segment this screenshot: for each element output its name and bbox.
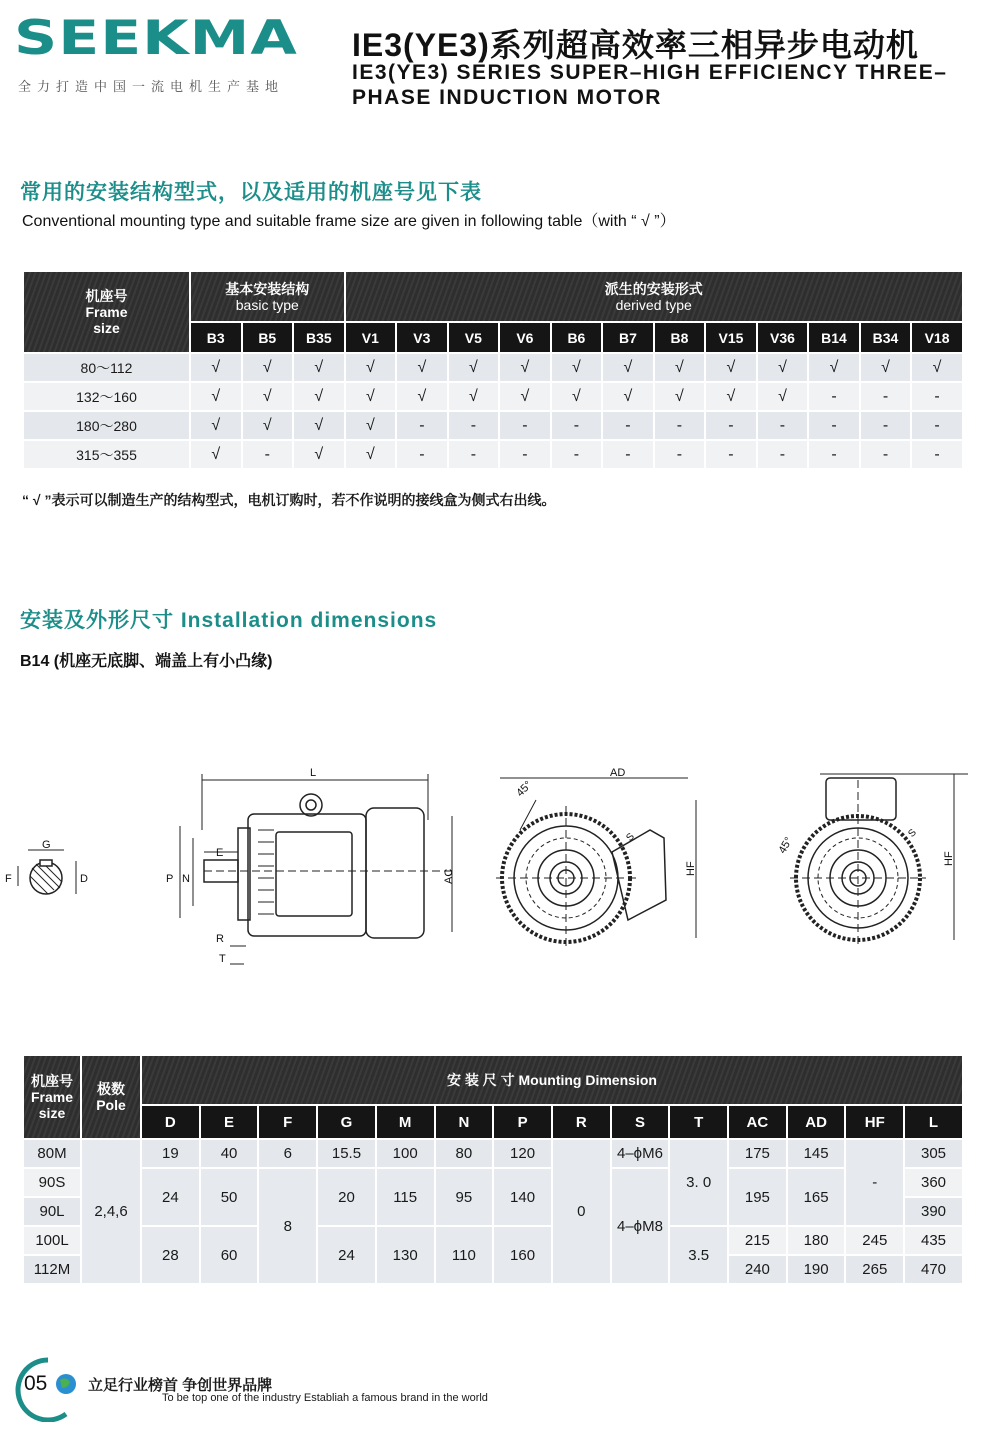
section2-title: 安装及外形尺寸 Installation dimensions — [20, 609, 438, 632]
page-title-cn: IE3(YE3)系列超高效率三相异步电动机 — [352, 27, 919, 63]
table-row — [23, 440, 963, 469]
mount-availability-cell: √ — [242, 353, 294, 382]
basic-type-header: 基本安装结构 basic type — [190, 271, 345, 322]
label-angle-2: 45° — [776, 835, 796, 856]
mount-availability-cell: - — [757, 440, 809, 469]
mount-availability-cell: √ — [190, 411, 242, 440]
mount-availability-cell: √ — [345, 440, 397, 469]
ac-cell: 215 — [728, 1226, 787, 1255]
mount-availability-cell: √ — [499, 353, 551, 382]
frame-cell: 80M — [23, 1139, 81, 1168]
g-cell: 24 — [317, 1226, 376, 1284]
e-cell: 40 — [200, 1139, 259, 1168]
col-header: V3 — [396, 322, 448, 353]
mount-availability-cell: √ — [345, 382, 397, 411]
mount-availability-cell: - — [911, 440, 963, 469]
label-S-1: S — [624, 831, 637, 844]
col-header: E — [200, 1105, 259, 1139]
derived-type-header: 派生的安装形式 derived type — [345, 271, 963, 322]
footer-globe-decoration — [8, 1352, 88, 1422]
mount-availability-cell: √ — [345, 353, 397, 382]
mount-availability-cell: √ — [654, 353, 706, 382]
col-header: B3 — [190, 322, 242, 353]
col-header: AD — [787, 1105, 846, 1139]
mount-availability-cell: √ — [448, 382, 500, 411]
brand-logo: SEEKMA — [14, 10, 298, 66]
mount-availability-cell: √ — [551, 353, 603, 382]
ac-cell: 175 — [728, 1139, 787, 1168]
mount-availability-cell: √ — [293, 440, 345, 469]
section1-subtitle: Conventional mounting type and suitable frame size are given in following table（with “ √ ”） — [22, 213, 676, 230]
mount-availability-cell: √ — [190, 440, 242, 469]
ac-cell: 240 — [728, 1255, 787, 1284]
col-header: B6 — [551, 322, 603, 353]
f-cell: 6 — [258, 1139, 317, 1168]
hf-cell: - — [845, 1139, 904, 1226]
l-cell: 305 — [904, 1139, 963, 1168]
mount-availability-cell: √ — [293, 382, 345, 411]
label-D: D — [80, 873, 88, 885]
mount-availability-cell: - — [448, 440, 500, 469]
frame-cell: 100L — [23, 1226, 81, 1255]
mounting-type-table — [22, 270, 964, 470]
p-cell: 140 — [493, 1168, 552, 1226]
col-header: F — [258, 1105, 317, 1139]
mount-availability-cell: √ — [499, 382, 551, 411]
mount-availability-cell: - — [551, 440, 603, 469]
col-header: V6 — [499, 322, 551, 353]
frame-cell: 90L — [23, 1197, 81, 1226]
frame-size-cell: 315～355 — [23, 440, 190, 469]
hf-cell: 265 — [845, 1255, 904, 1284]
g-cell: 15.5 — [317, 1139, 376, 1168]
mount-availability-cell: √ — [654, 382, 706, 411]
label-AC: AC — [443, 868, 455, 884]
m-cell: 100 — [376, 1139, 435, 1168]
mount-availability-cell: - — [808, 382, 860, 411]
e-cell: 60 — [200, 1226, 259, 1284]
d-cell: 24 — [141, 1168, 200, 1226]
label-AD: AD — [610, 767, 626, 779]
label-N: N — [182, 873, 190, 885]
g-cell: 20 — [317, 1168, 376, 1226]
mount-availability-cell: - — [808, 411, 860, 440]
l-cell: 360 — [904, 1168, 963, 1197]
frame-cell: 90S — [23, 1168, 81, 1197]
col-header: B8 — [654, 322, 706, 353]
frame-cell: 112M — [23, 1255, 81, 1284]
mount-availability-cell: √ — [808, 353, 860, 382]
t-cell: 3.5 — [669, 1226, 728, 1284]
col-header: R — [552, 1105, 611, 1139]
label-P: P — [166, 873, 174, 885]
section1-title: 常用的安装结构型式，以及适用的机座号见下表 — [20, 181, 482, 204]
frame-size-header: 机座号 Frame size — [23, 271, 190, 353]
frame-size-cell: 180～280 — [23, 411, 190, 440]
brand-slogan: 全力打造中国一流电机生产基地 — [18, 79, 285, 94]
ad-cell: 190 — [787, 1255, 846, 1284]
col-header: N — [435, 1105, 494, 1139]
label-angle-1: 45° — [514, 778, 535, 800]
f-cell: 8 — [258, 1168, 317, 1284]
n-cell: 110 — [435, 1226, 494, 1284]
mount-availability-cell: - — [448, 411, 500, 440]
l-cell: 390 — [904, 1197, 963, 1226]
col-header: V1 — [345, 322, 397, 353]
mount-availability-cell: √ — [190, 353, 242, 382]
frame-size-cell: 80～112 — [23, 353, 190, 382]
col-header: V18 — [911, 322, 963, 353]
p-cell: 120 — [493, 1139, 552, 1168]
mount-availability-cell: √ — [190, 382, 242, 411]
s-cell: 4–ϕM6 — [611, 1139, 670, 1168]
mount-availability-cell: √ — [242, 411, 294, 440]
d-cell: 19 — [141, 1139, 200, 1168]
mount-availability-cell: √ — [757, 353, 809, 382]
mount-availability-cell: - — [499, 440, 551, 469]
pole-cell: 2,4,6 — [81, 1139, 141, 1284]
mount-availability-cell: - — [860, 411, 912, 440]
ac-cell: 195 — [728, 1168, 787, 1226]
mounting-note: “ √ ”表示可以制造生产的结构型式，电机订购时，若不作说明的接线盒为侧式右出线。 — [22, 492, 556, 508]
col-header: HF — [845, 1105, 904, 1139]
mount-availability-cell: √ — [293, 353, 345, 382]
mount-availability-cell: - — [551, 411, 603, 440]
shaft-section-drawing — [18, 850, 76, 894]
installation-diagram — [0, 760, 990, 975]
mount-availability-cell: √ — [602, 353, 654, 382]
mount-availability-cell: - — [911, 411, 963, 440]
mount-availability-cell: - — [808, 440, 860, 469]
label-G: G — [42, 839, 51, 851]
col-header: P — [493, 1105, 552, 1139]
m-cell: 130 — [376, 1226, 435, 1284]
label-F: F — [5, 873, 12, 885]
mount-availability-cell: - — [860, 382, 912, 411]
mount-availability-cell: - — [242, 440, 294, 469]
motor-front-view-side-box — [496, 778, 696, 946]
mount-availability-cell: √ — [293, 411, 345, 440]
mount-availability-cell: - — [757, 411, 809, 440]
e-cell: 50 — [200, 1168, 259, 1226]
mount-availability-cell: - — [602, 440, 654, 469]
frame-size-cell: 132～160 — [23, 382, 190, 411]
mount-availability-cell: √ — [860, 353, 912, 382]
mount-availability-cell: √ — [396, 353, 448, 382]
m-cell: 115 — [376, 1168, 435, 1226]
col-header: B7 — [602, 322, 654, 353]
col-header: V15 — [705, 322, 757, 353]
col-header: M — [376, 1105, 435, 1139]
col-header: S — [611, 1105, 670, 1139]
l-cell: 470 — [904, 1255, 963, 1284]
mount-availability-cell: - — [654, 440, 706, 469]
mount-availability-cell: √ — [705, 353, 757, 382]
mount-availability-cell: - — [396, 440, 448, 469]
mount-availability-cell: - — [396, 411, 448, 440]
table-row — [23, 353, 963, 382]
label-E: E — [216, 847, 224, 859]
mounting-dimension-header: 安 装 尺 寸 Mounting Dimension — [141, 1055, 963, 1105]
d-cell: 28 — [141, 1226, 200, 1284]
mount-availability-cell: - — [860, 440, 912, 469]
ad-cell: 180 — [787, 1226, 846, 1255]
footer-slogan-en: To be top one of the industry Establiah a famous brand in the world — [162, 1392, 488, 1404]
p-cell: 160 — [493, 1226, 552, 1284]
mount-availability-cell: - — [705, 411, 757, 440]
col-header: B5 — [242, 322, 294, 353]
col-header: B14 — [808, 322, 860, 353]
label-T: T — [219, 953, 226, 965]
n-cell: 80 — [435, 1139, 494, 1168]
frame-size-header: 机座号 Frame size — [23, 1055, 81, 1139]
footer-slogan-cn: 立足行业榜首 争创世界品牌 — [88, 1377, 273, 1394]
mount-availability-cell: √ — [602, 382, 654, 411]
label-HF-1: HF — [685, 861, 697, 876]
mount-availability-cell: √ — [757, 382, 809, 411]
pole-header: 极数 Pole — [81, 1055, 141, 1139]
col-header: G — [317, 1105, 376, 1139]
table-row — [23, 382, 963, 411]
s-cell: 4–ϕM8 — [611, 1168, 670, 1284]
col-header: V36 — [757, 322, 809, 353]
label-L: L — [310, 767, 317, 779]
ad-cell: 145 — [787, 1139, 846, 1168]
label-S-2: S — [906, 827, 919, 840]
mount-availability-cell: √ — [242, 382, 294, 411]
hf-cell: 245 — [845, 1226, 904, 1255]
col-header: AC — [728, 1105, 787, 1139]
mounting-dimension-table — [22, 1054, 964, 1285]
mount-availability-cell: √ — [551, 382, 603, 411]
motor-front-view-top-box — [790, 774, 968, 946]
mount-availability-cell: - — [911, 382, 963, 411]
r-cell: 0 — [552, 1139, 611, 1284]
mount-availability-cell: √ — [448, 353, 500, 382]
page-title-en: IE3(YE3) SERIES SUPER–HIGH EFFICIENCY THREE–PHASE INDUCTION MOTOR — [352, 61, 948, 109]
section2-subtitle: B14 (机座无底脚、端盖上有小凸缘) — [20, 653, 273, 670]
table-row — [23, 411, 963, 440]
n-cell: 95 — [435, 1168, 494, 1226]
col-header: T — [669, 1105, 728, 1139]
col-header: D — [141, 1105, 200, 1139]
page-number: 05 — [24, 1372, 48, 1395]
mount-availability-cell: √ — [345, 411, 397, 440]
mount-availability-cell: - — [602, 411, 654, 440]
label-HF-2: HF — [943, 851, 955, 866]
mount-availability-cell: - — [705, 440, 757, 469]
col-header: L — [904, 1105, 963, 1139]
mount-availability-cell: √ — [396, 382, 448, 411]
t-cell: 3. 0 — [669, 1139, 728, 1226]
mount-availability-cell: - — [499, 411, 551, 440]
l-cell: 435 — [904, 1226, 963, 1255]
mount-availability-cell: √ — [705, 382, 757, 411]
label-R: R — [216, 933, 224, 945]
col-header: B34 — [860, 322, 912, 353]
mount-availability-cell: √ — [911, 353, 963, 382]
col-header: B35 — [293, 322, 345, 353]
ad-cell: 165 — [787, 1168, 846, 1226]
col-header: V5 — [448, 322, 500, 353]
mount-availability-cell: - — [654, 411, 706, 440]
